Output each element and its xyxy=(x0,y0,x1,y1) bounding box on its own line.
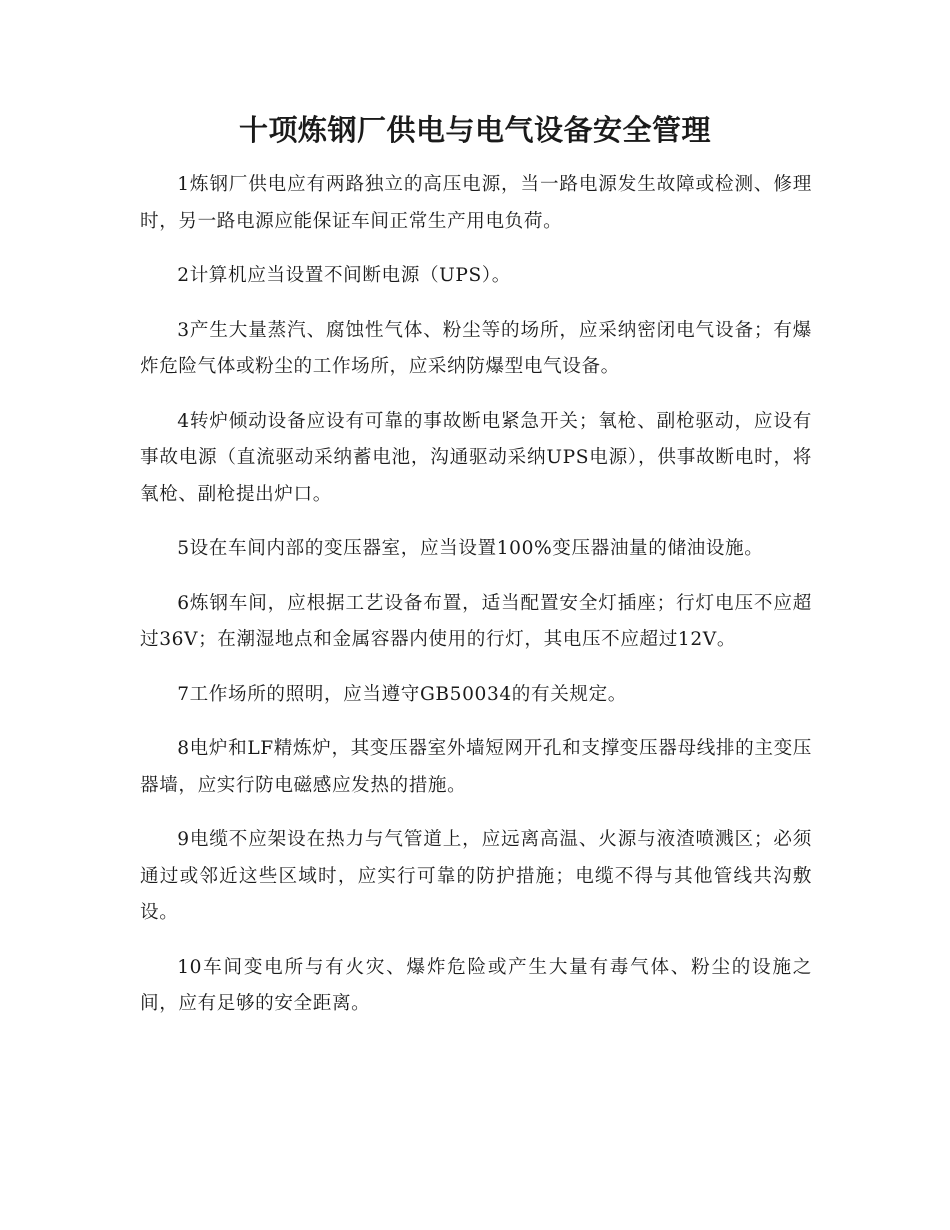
paragraph-9: 9电缆不应架设在热力与气管道上，应远离高温、火源与液渣喷溅区；必须通过或邻近这些区域时，应实行可靠的防护措施；电缆不得与其他管线共沟敷设。 xyxy=(140,829,812,923)
paragraph-2: 2计算机应当设置不间断电源（UPS）。 xyxy=(177,265,511,286)
paragraph-1: 1炼钢厂供电应有两路独立的高压电源，当一路电源发生故障或检测、修理时，另一路电源应能保证车间正常生产用电负荷。 xyxy=(140,174,812,232)
paragraph-7: 7工作场所的照明，应当遵守GB50034的有关规定。 xyxy=(177,683,627,705)
paragraph-8: 8电炉和LF精炼炉，其变压器室外墙短网开孔和支撑变压器母线排的主变压器墙，应实行防电磁感应发热的措施。 xyxy=(140,738,812,796)
paragraph-5: 5设在车间内部的变压器室，应当设置100%变压器油量的储油设施。 xyxy=(177,538,764,559)
paragraph-10: 10车间变电所与有火灾、爆炸危险或产生大量有毒气体、粉尘的设施之间，应有足够的安全距离。 xyxy=(140,956,812,1014)
document-title: 十项炼钢厂供电与电气设备安全管理 xyxy=(238,113,711,147)
paragraph-6: 6炼钢车间，应根据工艺设备布置，适当配置安全灯插座；行灯电压不应超过36V；在潮湿地点和金属容器内使用的行灯，其电压不应超过12V。 xyxy=(140,592,812,650)
paragraph-4: 4转炉倾动设备应设有可靠的事故断电紧急开关；氧枪、副枪驱动，应设有事故电源（直流驱动采纳蓄电池，沟通驱动采纳UPS电源），供事故断电时，将氧枪、副枪提出炉口。 xyxy=(140,410,812,505)
document-body xyxy=(140,167,812,1041)
paragraph-3: 3产生大量蒸汽、腐蚀性气体、粉尘等的场所，应采纳密闭电气设备；有爆炸危险气体或粉尘的工作场所，应采纳防爆型电气设备。 xyxy=(140,319,812,377)
